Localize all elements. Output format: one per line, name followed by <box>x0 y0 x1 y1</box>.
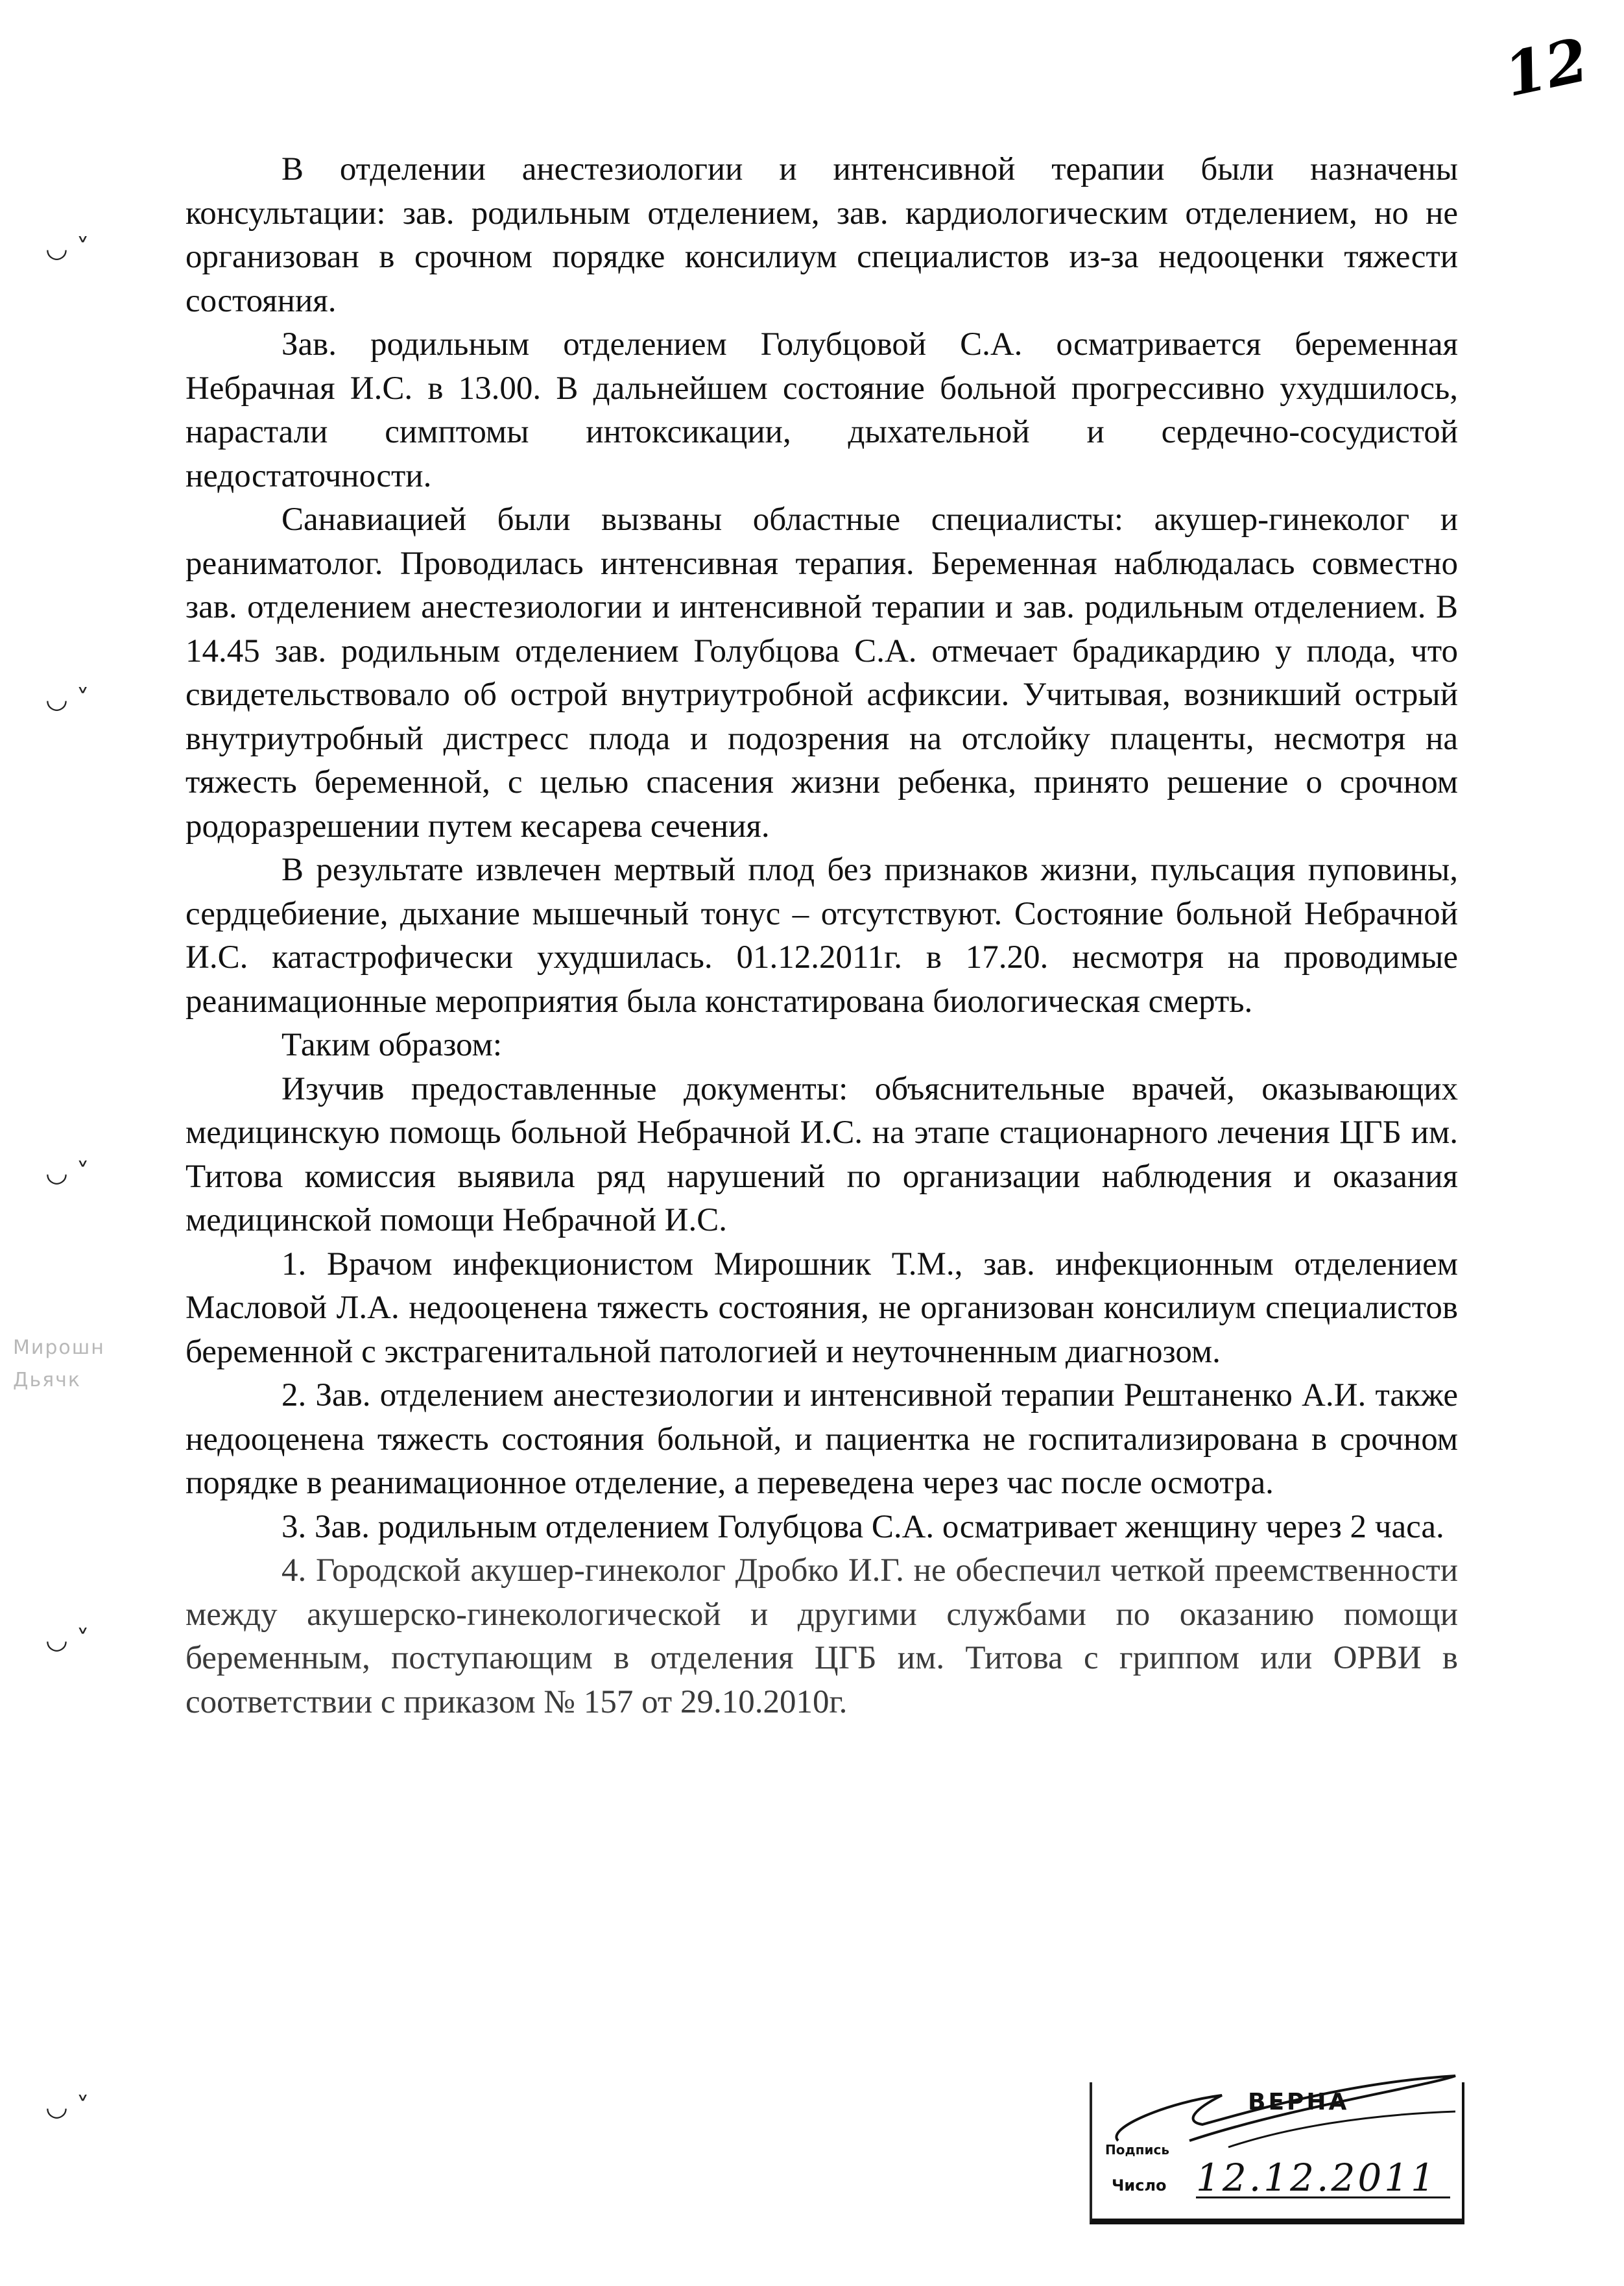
stamp-date-label: Число <box>1112 2176 1167 2195</box>
handwritten-page-number: 12 <box>1498 24 1594 111</box>
paragraph-findings: Изучив предоставленные документы: объяснительные врачей, оказывающих медицинскую помощь больной Небрачной И.С. на этапе стационарного лечения ЦГБ им. Титова комиссия выявила ряд нарушений по организации наблюдения и оказания медицинской помощи Небрачной И.С. <box>185 1070 1458 1238</box>
margin-ghost-text: Мирошн <box>13 1336 105 1359</box>
document-body <box>185 148 1458 1724</box>
stamp-date-value: 12.12.2011 <box>1196 2159 1450 2198</box>
certification-stamp <box>1090 2082 1464 2224</box>
punch-mark-icon: ◡ ˅ <box>45 1158 90 1188</box>
paragraph-conclusion-heading: Таким образом: <box>281 1027 503 1063</box>
left-margin-punch-marks <box>0 0 195 2286</box>
punch-mark-icon: ◡ ˅ <box>45 234 90 263</box>
paragraph-examination: Зав. родильным отделением Голубцовой С.А. осматривается беременная Небрачная И.С. в 13.00. В дальнейшем состояние больной прогрессивно ухудшилось, нарастали симптомы интоксикации, дыхательной и сердечно-сосудистой недостаточности. <box>185 326 1458 494</box>
stamp-signature-label: Подпись <box>1105 2142 1169 2158</box>
margin-ghost-text: Дьячк <box>13 1369 82 1391</box>
paragraph-consultations: В отделении анестезиологии и интенсивной терапии были назначены консультации: зав. родильным отделением, зав. кардиологическим отделением, но не организован в срочном порядке консилиум специалистов из-за недооценки тяжести состояния. <box>185 151 1458 319</box>
finding-item-3: 3. Зав. родильным отделением Голубцова С.А. осматривает женщину через 2 часа. <box>281 1508 1444 1545</box>
finding-item-1: 1. Врачом инфекционистом Мирошник Т.М., зав. инфекционным отделением Масловой Л.А. недооценена тяжесть состояния, не организован консилиум специалистов беременной с экстрагенитальной патологией и неуточненным диагнозом. <box>185 1245 1458 1370</box>
paragraph-outcome: В результате извлечен мертвый плод без признаков жизни, пульсация пуповины, сердцебиение, дыхание мышечный тонус – отсутствуют. Состояние больной Небрачной И.С. катастрофически ухудшилась. 01.12.2011г. в 17.20. несмотря на проводимые реанимационные мероприятия была констатирована биологическая смерть. <box>185 852 1458 1020</box>
punch-mark-icon: ◡ ˅ <box>45 2092 90 2122</box>
paragraph-sanaviation: Санавиацией были вызваны областные специалисты: акушер-гинеколог и реаниматолог. Проводилась интенсивная терапия. Беременная наблюдалась совместно зав. отделением анестезиологии и интенсивной терапии и зав. родильным отделением. В 14.45 зав. родильным отделением Голубцова С.А. отмечает брадикардию у плода, что свидетельствовало об острой внутриутробной асфиксии. Учитывая, возникший острый внутриутробный дистресс плода и подозрения на отслойку плаценты, несмотря на тяжесть беременной, с целью спасения жизни ребенка, принято решение о срочном родоразрешении путем кесарева сечения. <box>185 501 1458 845</box>
punch-mark-icon: ◡ ˅ <box>45 1625 90 1655</box>
punch-mark-icon: ◡ ˅ <box>45 684 90 714</box>
finding-item-2: 2. Зав. отделением анестезиологии и интенсивной терапии Рештаненко А.И. также недооценена тяжесть состояния больной, и пациентка не госпитализирована в срочном порядке в реанимационное отделение, а переведена через час после осмотра. <box>185 1377 1458 1501</box>
stamp-title: ВЕРНА <box>1248 2089 1350 2115</box>
finding-item-4: 4. Городской акушер-гинеколог Дробко И.Г. не обеспечил четкой преемственности между акушерско-гинекологической и другими службами по оказанию помощи беременным, поступающим в отделения ЦГБ им. Титова с гриппом или ОРВИ в соответствии с приказом № 157 от 29.10.2010г. <box>185 1552 1458 1720</box>
